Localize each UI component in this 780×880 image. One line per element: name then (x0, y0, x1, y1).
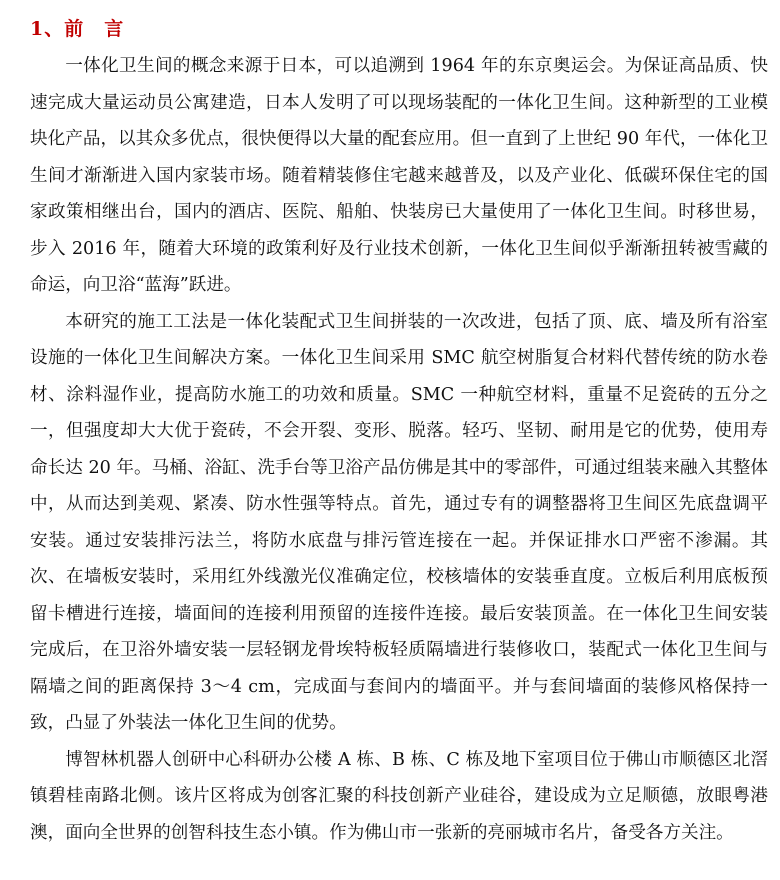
paragraph-introduction: 一体化卫生间的概念来源于日本，可以追溯到 1964 年的东京奥运会。为保证高品质、快速完成大量运动员公寓建造，日本人发明了可以现场装配的一体化卫生间。这种新型的工业模块化产品，以其众多优点，很快便得以大量的配套应用。但一直到了上世纪 90 年代，一体化卫生间才渐渐进入国内家装市场。随着精装修住宅越来越普及，以及产业化、低碳环保住宅的国家政策相继出台，国内的酒店、医院、船舶、快装房已大量使用了一体化卫生间。时移世易，步入 2016 年，随着大环境的政策利好及行业技术创新，一体化卫生间似乎渐渐扭转被雪藏的命运，向卫浴“蓝海”跃进。 (30, 56, 768, 295)
paragraph-construction-method: 本研究的施工工法是一体化装配式卫生间拼装的一次改进，包括了顶、底、墙及所有浴室设施的一体化卫生间解决方案。一体化卫生间采用 SMC 航空树脂复合材料代替传统的防水卷材、涂料湿作业，提高防水施工的功效和质量。SMC 一种航空材料，重量不足瓷砖的五分之一，但强度却大大优于瓷砖，不会开裂、变形、脱落。轻巧、坚韧、耐用是它的优势，使用寿命长达 20 年。马桶、浴缸、洗手台等卫浴产品仿佛是其中的零部件，可通过组装来融入其整体中，从而达到美观、紧凑、防水性强等特点。首先，通过专有的调整器将卫生间区先底盘调平安装。通过安装排污法兰，将防水底盘与排污管连接在一起。并保证排水口严密不渗漏。其次、在墙板安装时，采用红外线激光仪准确定位，校核墙体的安装垂直度。立板后利用底板预留卡槽进行连接，墙面间的连接利用预留的连接件连接。最后安装顶盖。在一体化卫生间安装完成后，在卫浴外墙安装一层轻钢龙骨埃特板轻质隔墙进行装修收口，装配式一体化卫生间与隔墙之间的距离保持 3～4 cm，完成面与套间内的墙面平。并与套间墙面的装修风格保持一致，凸显了外装法一体化卫生间的优势。 (30, 311, 768, 733)
section-heading: 1、前 言 (30, 18, 125, 40)
paragraph-project-location: 博智林机器人创研中心科研办公楼 A 栋、B 栋、C 栋及地下室项目位于佛山市顺德区北滘镇碧桂南路北侧。该片区将成为创客汇聚的科技创新产业硅谷，建设成为立足顺德，放眼粤港澳，面向全世界的创智科技生态小镇。作为佛山市一张新的亮丽城市名片，备受各方关注。 (30, 749, 768, 843)
